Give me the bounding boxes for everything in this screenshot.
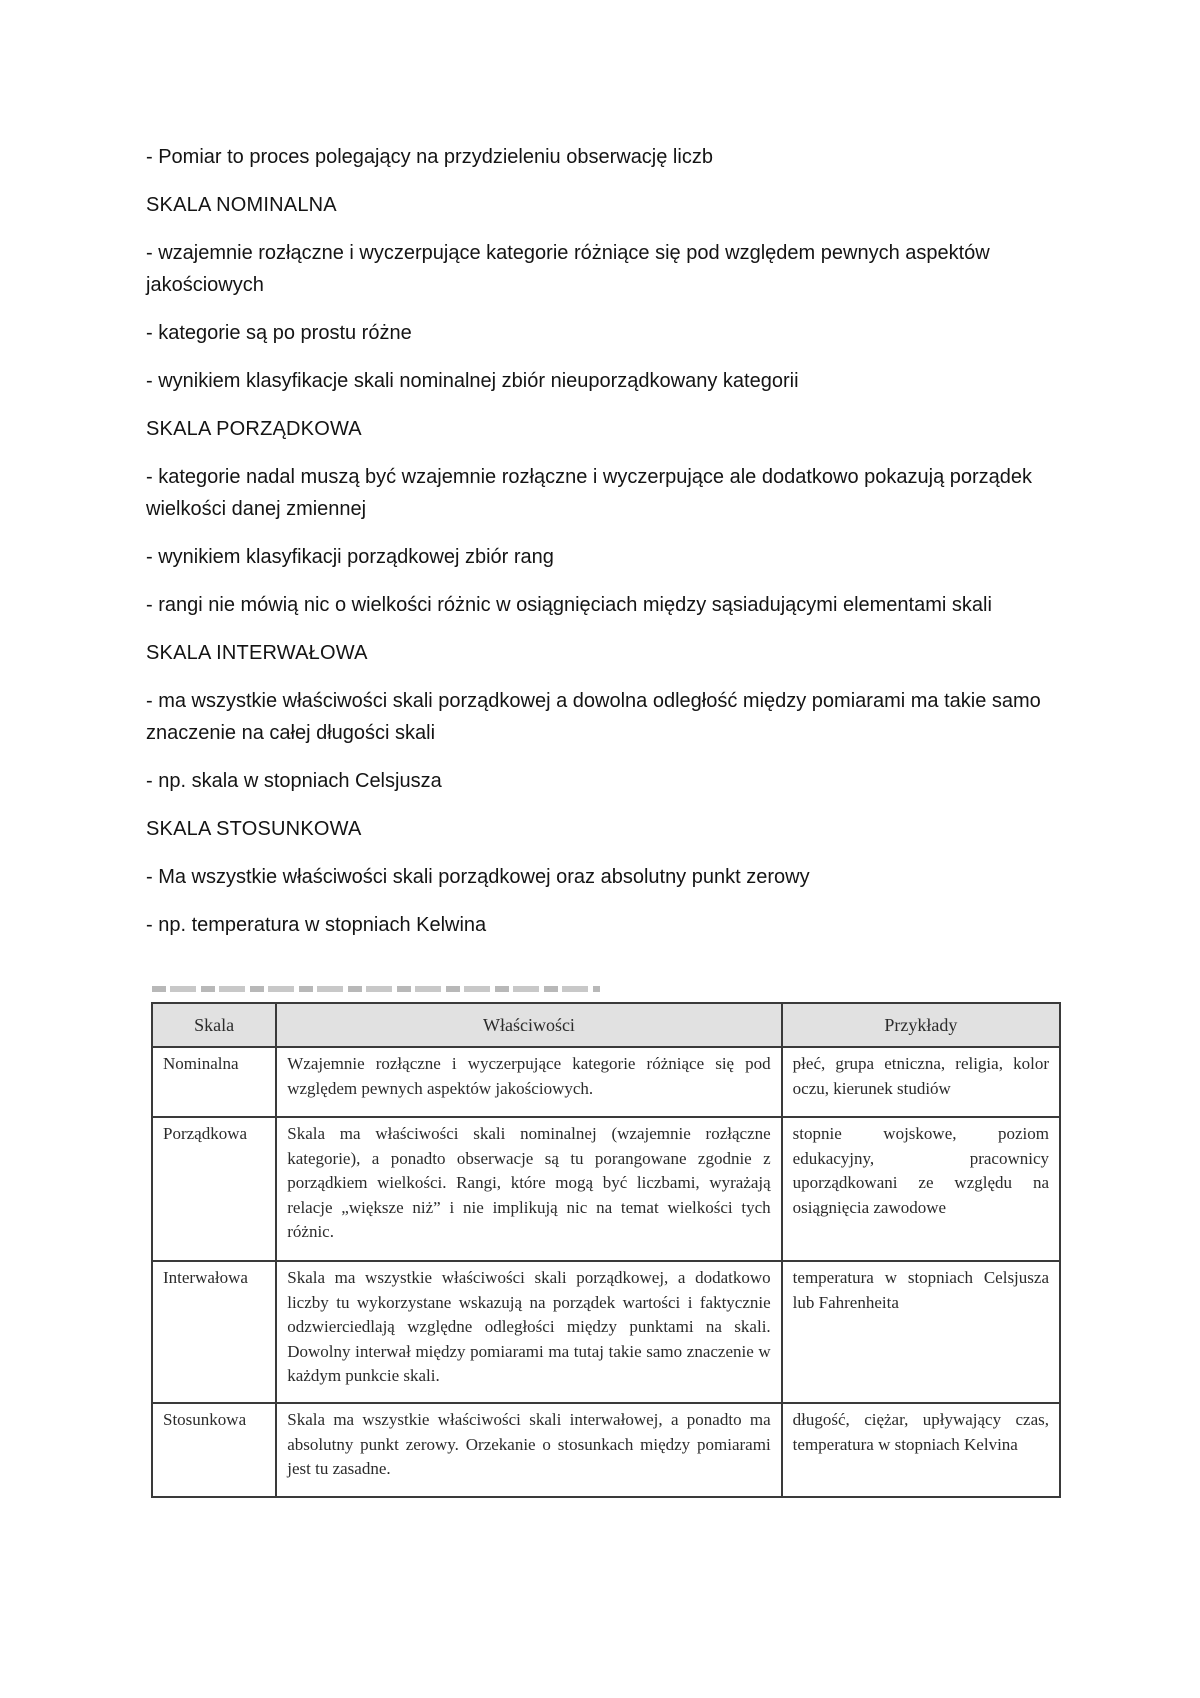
section-heading-nominal: SKALA NOMINALNA [146, 194, 337, 216]
cell-properties: Skala ma wszystkie właściwości skali interwałowej, a ponadto ma absolutny punkt zerowy. Orzekanie o stosunkach między pomiarami jest tu zasadne. [276, 1403, 781, 1497]
note-line: - np. temperatura w stopniach Kelwina [146, 914, 487, 936]
notes-text [146, 141, 1046, 957]
section-heading-ordinal: SKALA PORZĄDKOWA [146, 418, 362, 440]
note-line: - ma wszystkie właściwości skali porządkowej a dowolna odległość między pomiarami ma takie samo znaczenie na całej długości skali [146, 690, 1041, 744]
note-line: - wynikiem klasyfikacje skali nominalnej zbiór nieuporządkowany kategorii [146, 370, 799, 392]
header-examples: Przykłady [782, 1003, 1060, 1047]
note-line: - rangi nie mówią nic o wielkości różnic w osiągnięciach między sąsiadującymi elementami skali [146, 594, 992, 616]
note-line: - kategorie nadal muszą być wzajemnie rozłączne i wyczerpujące ale dodatkowo pokazują porządek wielkości danej zmiennej [146, 466, 1033, 520]
table-row [152, 1117, 1060, 1261]
cell-scale: Stosunkowa [152, 1403, 276, 1497]
note-line: - Pomiar to proces polegający na przydzieleniu obserwację liczb [146, 146, 713, 168]
header-scale: Skala [152, 1003, 276, 1047]
cell-scale: Nominalna [152, 1047, 276, 1117]
note-line: - wzajemnie rozłączne i wyczerpujące kategorie różniące się pod względem pewnych aspektów jakościowych [146, 242, 990, 296]
table-header-row [152, 1003, 1060, 1047]
cell-scale: Porządkowa [152, 1117, 276, 1261]
cell-properties: Wzajemnie rozłączne i wyczerpujące kategorie różniące się pod względem pewnych aspektów jakościowych. [276, 1047, 781, 1117]
table-row [152, 1047, 1060, 1117]
scales-table-image [151, 1002, 1061, 1498]
cell-examples: długość, ciężar, upływający czas, temperatura w stopniach Kelvina [782, 1403, 1060, 1497]
header-properties: Właściwości [276, 1003, 781, 1047]
cell-examples: stopnie wojskowe, poziom edukacyjny, pracownicy uporządkowani ze względu na osiągnięcia zawodowe [782, 1117, 1060, 1261]
cell-scale: Interwałowa [152, 1261, 276, 1403]
cell-examples: temperatura w stopniach Celsjusza lub Fahrenheita [782, 1261, 1060, 1403]
section-heading-interval: SKALA INTERWAŁOWA [146, 642, 368, 664]
cell-properties: Skala ma wszystkie właściwości skali porządkowej, a dodatkowo liczby tu wykorzystane wskazują na porządek wartości i faktycznie odzwierciedlają względne odległości między punktami na skali. Dowolny interwał między pomiarami ma tutaj takie samo znaczenie w każdym punkcie skali. [276, 1261, 781, 1403]
note-line: - np. skala w stopniach Celsjusza [146, 770, 442, 792]
section-heading-ratio: SKALA STOSUNKOWA [146, 818, 362, 840]
table-row [152, 1261, 1060, 1403]
cell-examples: płeć, grupa etniczna, religia, kolor oczu, kierunek studiów [782, 1047, 1060, 1117]
note-line: - kategorie są po prostu różne [146, 322, 412, 344]
cell-properties: Skala ma właściwości skali nominalnej (wzajemnie rozłączne kategorie), a ponadto obserwacje są tu porangowane zgodnie z porządkiem wielkości. Rangi, które mogą być liczbami, wyrażają relacje „większe niż” i nie implikują nic na temat wielkości tych różnic. [276, 1117, 781, 1261]
cropped-caption-remnant [152, 986, 600, 992]
table-row [152, 1403, 1060, 1497]
note-line: - wynikiem klasyfikacji porządkowej zbiór rang [146, 546, 554, 568]
note-line: - Ma wszystkie właściwości skali porządkowej oraz absolutny punkt zerowy [146, 866, 810, 888]
